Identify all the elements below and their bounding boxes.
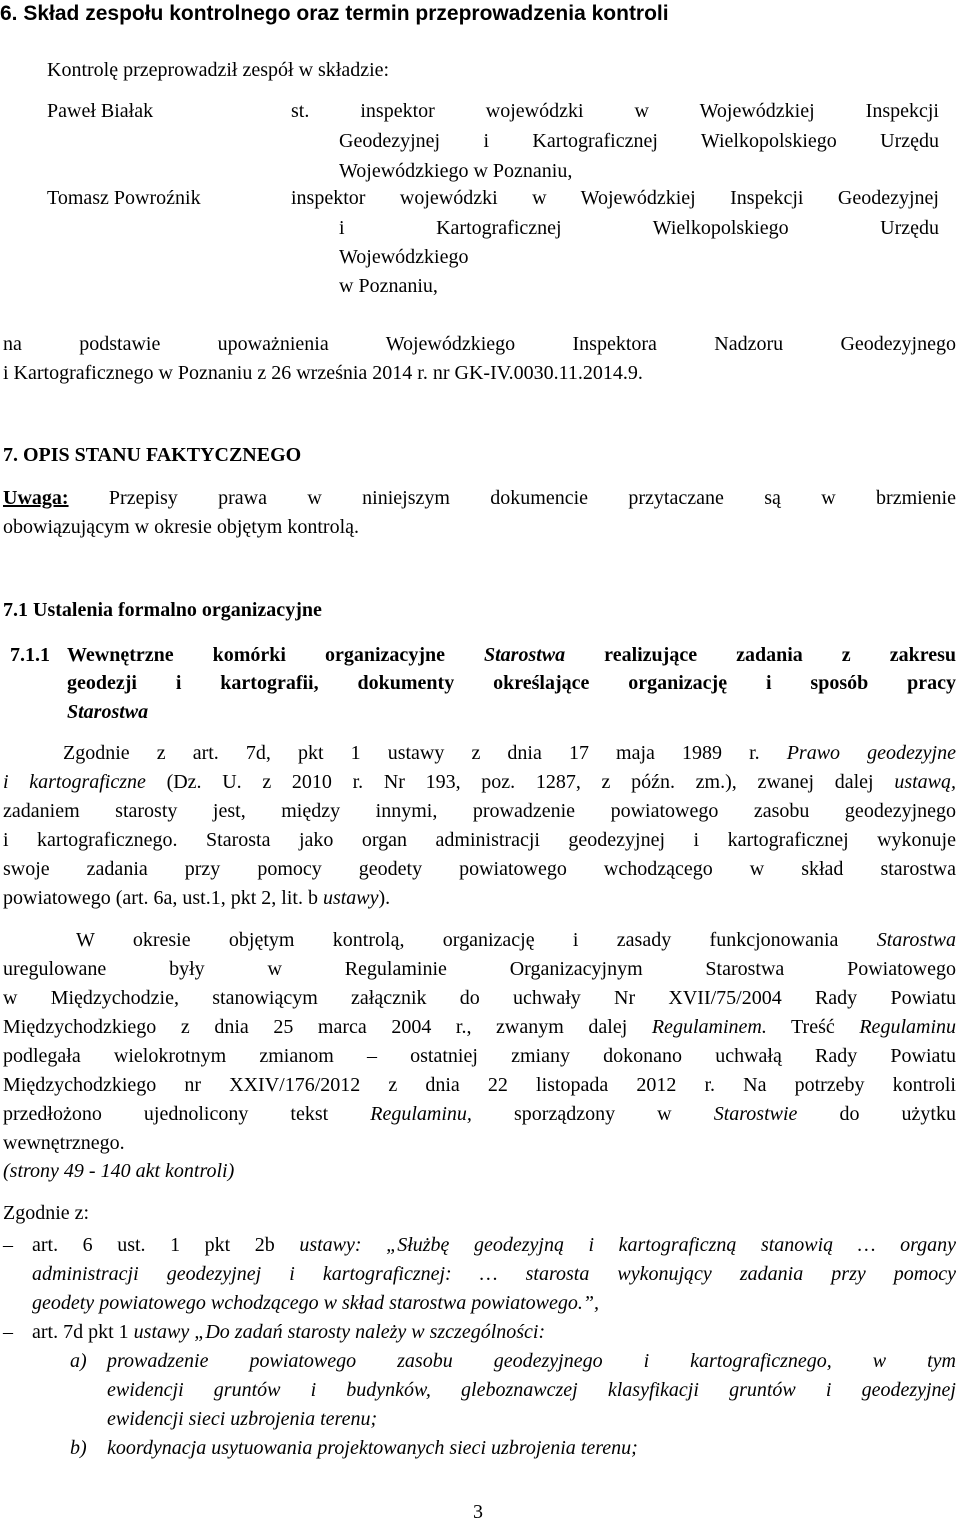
text: art. 6 ust. 1 pkt 2b bbox=[32, 1234, 300, 1256]
section-6-heading: 6. Skład zespołu kontrolnego oraz termin przeprowadzenia kontroli bbox=[0, 2, 669, 25]
italic-text: ustawy bbox=[133, 1321, 190, 1343]
subsection-7-1-heading: 7.1 Ustalenia formalno organizacyjne bbox=[3, 599, 322, 621]
italic-text: : „Służbę geodezyjną i kartograficzną stanowią … organy bbox=[354, 1234, 956, 1256]
bullet-1-line-1 bbox=[32, 1233, 956, 1257]
italic-text: Regulaminu bbox=[859, 1016, 956, 1038]
text: sporządzony w bbox=[471, 1103, 714, 1125]
text: przedłożono ujednolicony tekst bbox=[3, 1103, 371, 1125]
text: W okresie objętym kontrolą, organizację i zasady funkcjonowania bbox=[76, 929, 877, 951]
subsection-7-1-1-line-3: Starostwa bbox=[67, 701, 149, 723]
text: Międzychodzkiego z dnia 25 marca 2004 r., zwanym dalej bbox=[3, 1016, 652, 1038]
p1-line-2 bbox=[3, 770, 956, 794]
subsection-7-1-1-line-2: geodezji i kartografii, dokumenty określające organizację i sposób pracy bbox=[67, 672, 956, 694]
heading-text: Wewnętrzne komórki organizacyjne bbox=[67, 644, 484, 666]
italic-text: „Do zadań starosty należy w szczególności: bbox=[189, 1321, 546, 1343]
p2-line-5: podlegała wielokrotnym zmianom – ostatniej zmiany dokonano uchwałą Rady Powiatu bbox=[3, 1045, 956, 1067]
p2-line-2: uregulowane były w Regulaminie Organizacyjnym Starostwa Powiatowego bbox=[3, 958, 956, 980]
section-7-heading: 7. OPIS STANU FAKTYCZNEGO bbox=[3, 444, 302, 466]
p2-line-4 bbox=[3, 1015, 956, 1039]
member-role-2-line-4: w Poznaniu, bbox=[339, 275, 438, 297]
intro-text: Kontrolę przeprowadził zespół w składzie: bbox=[47, 59, 390, 81]
p2-line-3: w Międzychodzie, stanowiącym załącznik do uchwały Nr XVII/75/2004 Rady Powiatu bbox=[3, 987, 956, 1009]
text: Treść bbox=[766, 1016, 860, 1038]
heading-italic: Starostwa bbox=[484, 644, 566, 666]
item-b-label: b) bbox=[70, 1437, 87, 1459]
authorization-line-2: i Kartograficznego w Poznaniu z 26 września 2014 r. nr GK-IV.0030.11.2014.9. bbox=[3, 362, 643, 384]
text: (Dz. U. z 2010 r. Nr 193, poz. 1287, z późn. zm.), zwanej dalej bbox=[145, 771, 895, 793]
text: art. 7d pkt 1 bbox=[32, 1321, 134, 1343]
subsection-7-1-1-line-1 bbox=[67, 643, 956, 667]
dash-bullet-2: – bbox=[3, 1321, 13, 1343]
member-role-1-line-1: st. inspektor wojewódzki w Wojewódzkiej Inspekcji bbox=[291, 100, 939, 122]
p2-line-6: Międzychodzkiego nr XXIV/176/2012 z dnia 22 listopada 2012 r. Na potrzeby kontroli bbox=[3, 1074, 956, 1096]
subsection-7-1-1-number: 7.1.1 bbox=[10, 644, 50, 666]
italic-text: Prawo geodezyjne bbox=[786, 742, 956, 764]
member-role-2-line-1: inspektor wojewódzki w Wojewódzkiej Inspekcji Geodezyjnej bbox=[291, 187, 939, 209]
zgodnie-label: Zgodnie z: bbox=[3, 1202, 90, 1224]
item-a-line-2: ewidencji gruntów i budynków, gleboznawczej klasyfikacji gruntów i geodezyjnej bbox=[107, 1379, 956, 1401]
member-role-2-line-3: Wojewódzkiego bbox=[339, 246, 469, 268]
italic-text: ustawy bbox=[322, 887, 379, 909]
italic-text: Regulaminem. bbox=[651, 1016, 767, 1038]
italic-text: ustawy bbox=[299, 1234, 355, 1256]
italic-text: Regulaminu, bbox=[370, 1103, 472, 1125]
dash-bullet-1: – bbox=[3, 1234, 13, 1256]
item-b-line-1: koordynacja usytuowania projektowanych sieci uzbrojenia terenu; bbox=[107, 1437, 638, 1459]
p2-line-1 bbox=[76, 928, 956, 952]
item-a-line-3: ewidencji sieci uzbrojenia terenu; bbox=[107, 1408, 378, 1430]
note-text: Przepisy prawa w niniejszym dokumencie przytaczane są w brzmienie bbox=[68, 487, 956, 509]
p1-line-4: i kartograficznego. Starosta jako organ administracji geodezyjnej i kartograficznej wykonuje bbox=[3, 829, 956, 851]
member-role-2-line-2: i Kartograficznej Wielkopolskiego Urzędu bbox=[339, 217, 939, 239]
member-name-2: Tomasz Powroźnik bbox=[47, 187, 201, 209]
page-number: 3 bbox=[473, 1501, 483, 1523]
p1-line-5: swoje zadania przy pomocy geodety powiatowego wchodzącego w skład starostwa bbox=[3, 858, 956, 880]
italic-text: Starostwie bbox=[713, 1103, 798, 1125]
text: Zgodnie z art. 7d, pkt 1 ustawy z dnia 17 maja 1989 r. bbox=[63, 742, 787, 764]
text: do użytku bbox=[797, 1103, 956, 1125]
italic-text: Starostwa bbox=[876, 929, 956, 951]
heading-text: realizujące zadania z zakresu bbox=[565, 644, 956, 666]
italic-text: i kartograficzne bbox=[3, 771, 146, 793]
p1-line-6 bbox=[3, 886, 390, 910]
text: ). bbox=[378, 887, 391, 909]
note-line-2: obowiązującym w okresie objętym kontrolą. bbox=[3, 516, 360, 538]
note-line-1 bbox=[3, 486, 956, 510]
p2-line-8: wewnętrznego. bbox=[3, 1132, 125, 1154]
note-label: Uwaga: bbox=[3, 487, 69, 509]
member-name-1: Paweł Białak bbox=[47, 100, 154, 122]
italic-text: ustawą, bbox=[894, 771, 956, 793]
p1-line-3: zadaniem starosty jest, między innymi, prowadzenie powiatowego zasobu geodezyjnego bbox=[3, 800, 956, 822]
item-a-line-1: prowadzenie powiatowego zasobu geodezyjnego i kartograficznego, w tym bbox=[107, 1350, 956, 1372]
p1-line-1 bbox=[63, 741, 956, 765]
item-a-label: a) bbox=[70, 1350, 87, 1372]
p2-line-9: (strony 49 - 140 akt kontroli) bbox=[3, 1160, 235, 1182]
member-role-1-line-3: Wojewódzkiego w Poznaniu, bbox=[339, 160, 573, 182]
p2-line-7 bbox=[3, 1102, 956, 1126]
bullet-2-line-1 bbox=[32, 1320, 545, 1344]
bullet-1-line-2: administracji geodezyjnej i kartograficznej: … starosta wykonujący zadania przy pomocy bbox=[32, 1263, 956, 1285]
text: powiatowego (art. 6a, ust.1, pkt 2, lit. b bbox=[3, 887, 323, 909]
authorization-line-1: na podstawie upoważnienia Wojewódzkiego Inspektora Nadzoru Geodezyjnego bbox=[3, 333, 956, 355]
bullet-1-line-3: geodety powiatowego wchodzącego w skład starostwa powiatowego.”, bbox=[32, 1292, 600, 1314]
member-role-1-line-2: Geodezyjnej i Kartograficznej Wielkopolskiego Urzędu bbox=[339, 130, 939, 152]
